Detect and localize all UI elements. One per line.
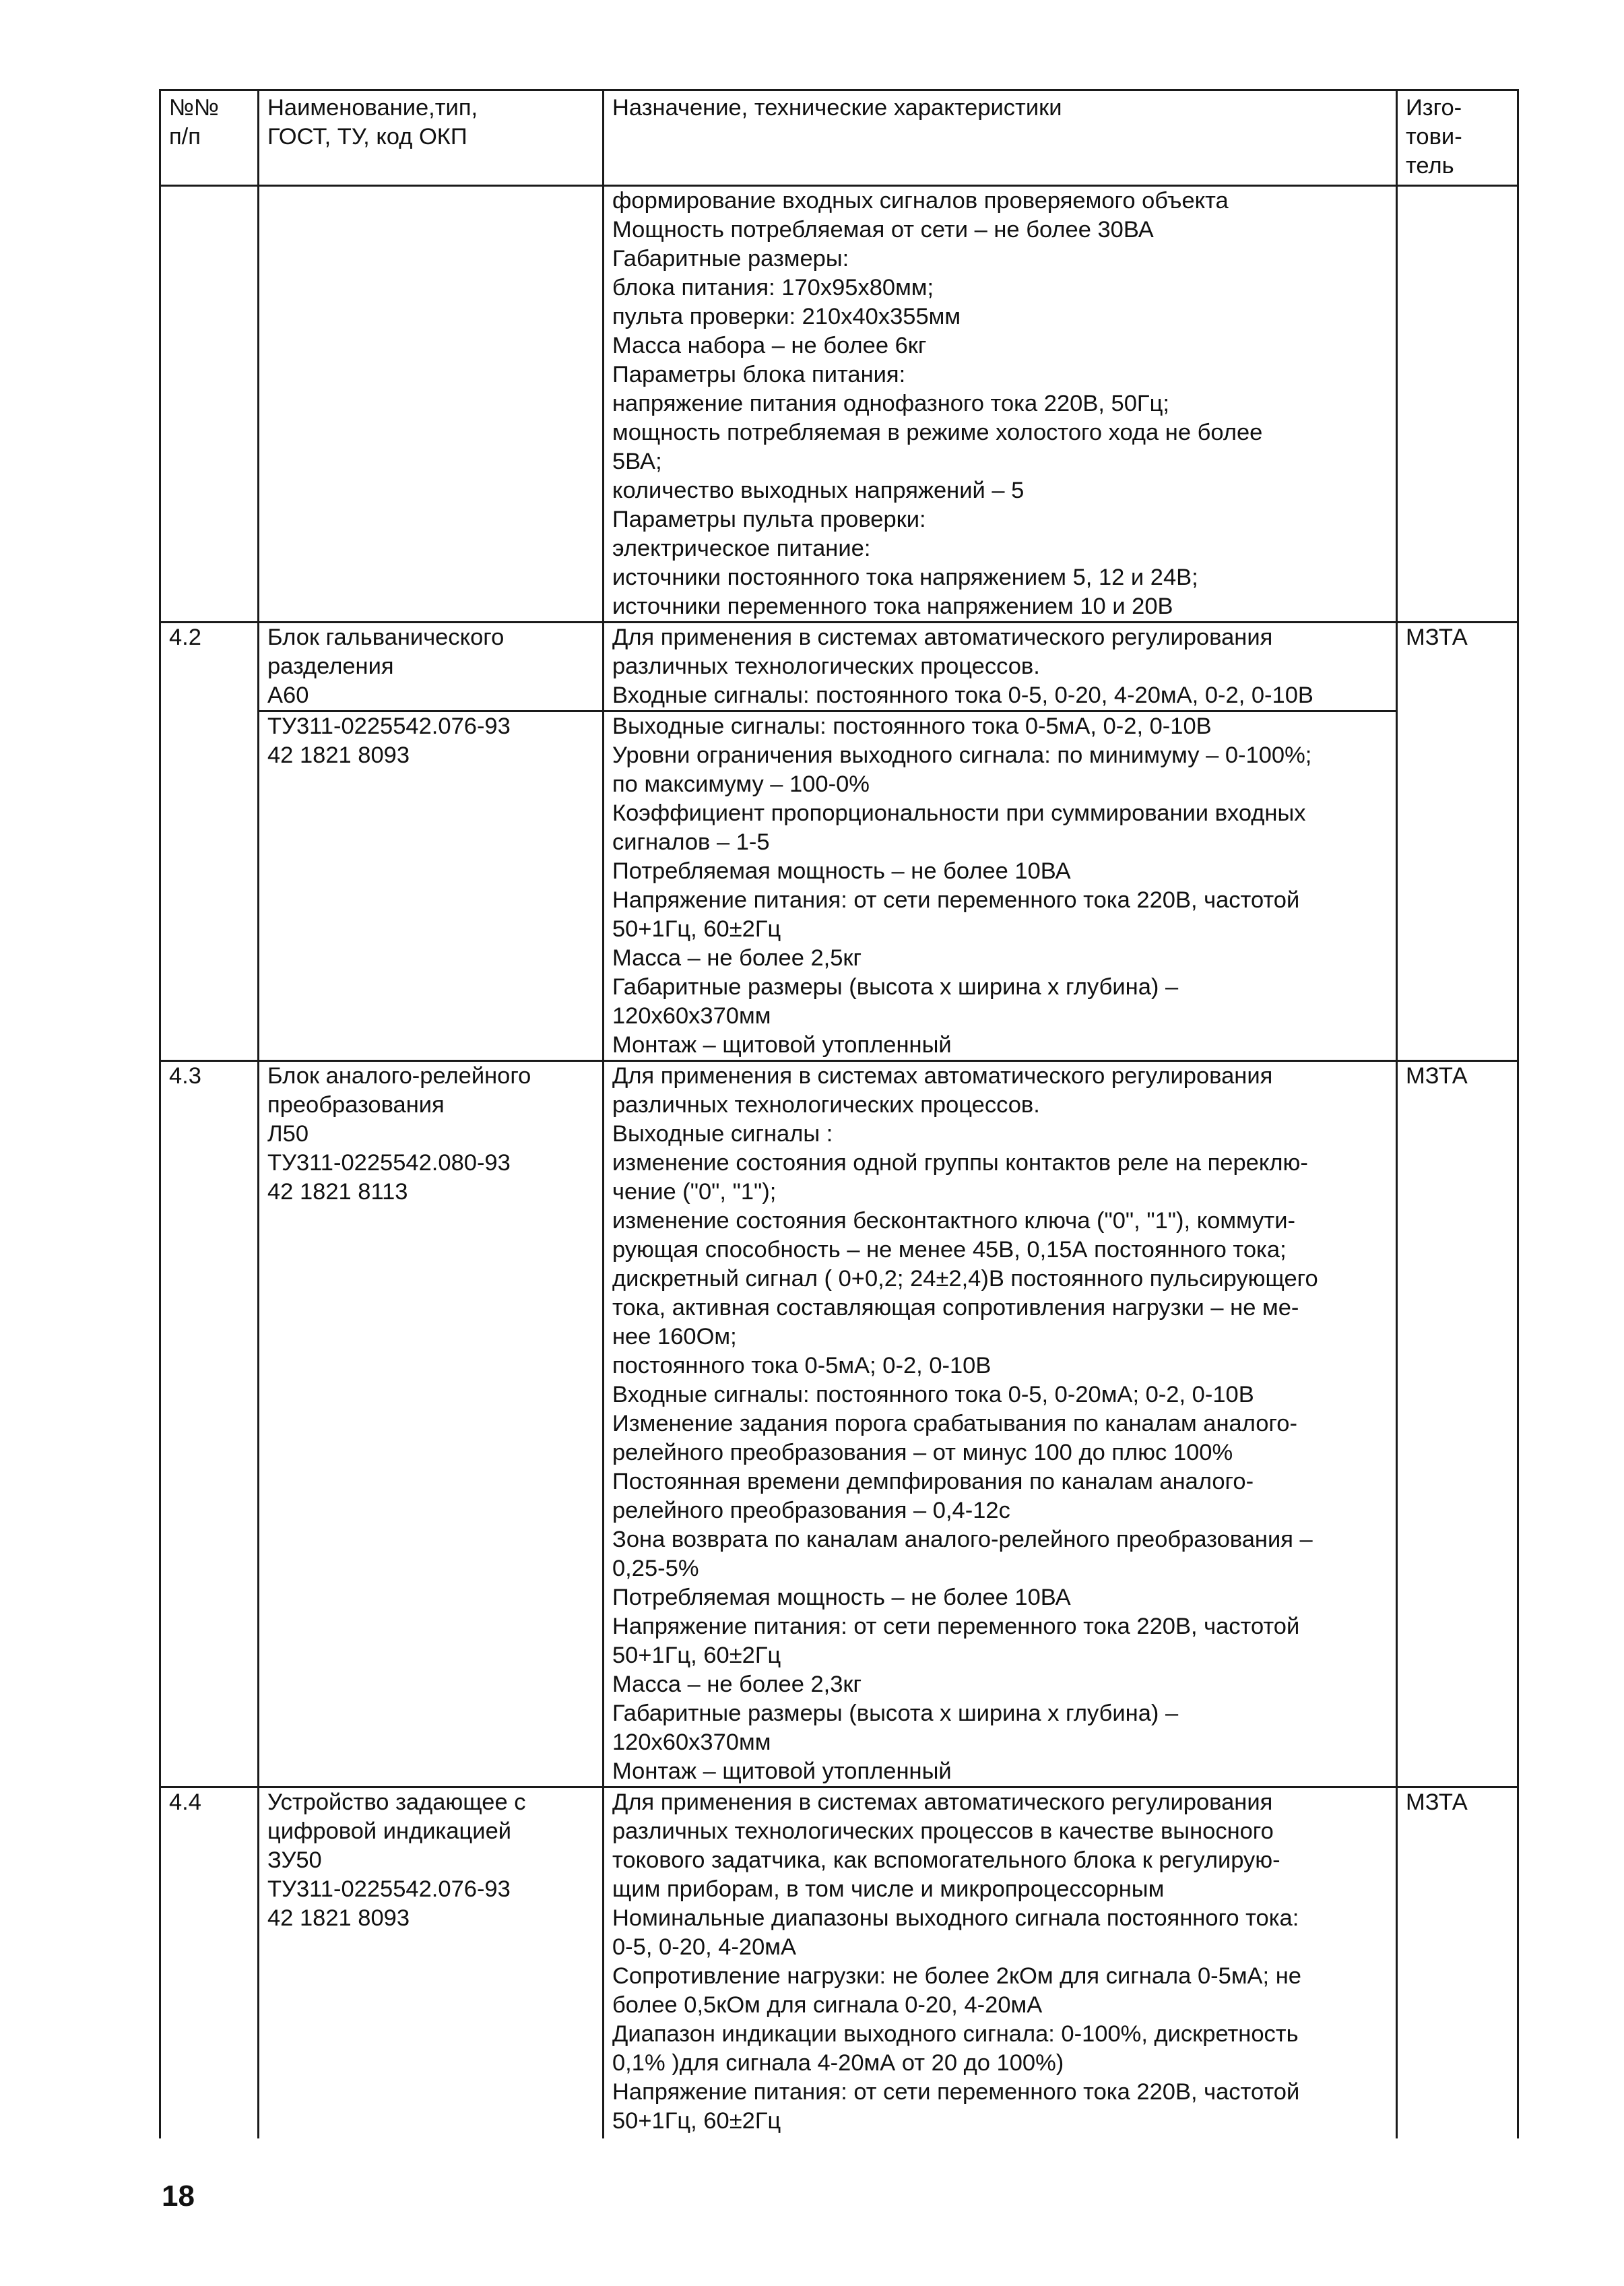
desc-line: различных технологических процессов в качестве выносного bbox=[612, 1818, 1274, 1844]
row-manufacturer bbox=[1397, 186, 1518, 623]
desc-line: Выходные сигналы : bbox=[612, 1121, 833, 1147]
desc-line: Номинальные диапазоны выходного сигнала постоянного тока: bbox=[612, 1905, 1299, 1931]
desc-line: Для применения в системах автоматического регулирования bbox=[612, 625, 1273, 650]
desc-line: Входные сигналы: постоянного тока 0-5, 0-20мА; 0-2, 0-10В bbox=[612, 1382, 1254, 1407]
desc-line: тока, активная составляющая сопротивления нагрузки – не ме- bbox=[612, 1295, 1299, 1321]
row-number bbox=[160, 186, 259, 623]
desc-line: Габаритные размеры: bbox=[612, 246, 849, 272]
name-line: ЗУ50 bbox=[267, 1847, 322, 1873]
row-number: 4.3 bbox=[160, 1061, 259, 1787]
row-number: 4.4 bbox=[160, 1787, 259, 2139]
desc-line: нее 160Ом; bbox=[612, 1324, 737, 1350]
header-line: Наименование,тип, bbox=[267, 95, 478, 121]
header-line: Изго- bbox=[1406, 95, 1462, 121]
row-description bbox=[604, 1061, 1397, 1787]
desc-line: формирование входных сигналов проверяемого объекта bbox=[612, 188, 1229, 214]
table-row bbox=[160, 711, 1518, 1061]
desc-line: 5ВА; bbox=[612, 449, 662, 474]
desc-line: напряжение питания однофазного тока 220В, 50Гц; bbox=[612, 391, 1169, 416]
row-name bbox=[259, 623, 604, 711]
desc-line: сигналов – 1-5 bbox=[612, 829, 770, 855]
desc-line: 50+1Гц, 60±2Гц bbox=[612, 2108, 781, 2134]
row-number bbox=[160, 711, 259, 1061]
header-line: п/п bbox=[169, 124, 201, 150]
desc-line: блока питания: 170х95х80мм; bbox=[612, 275, 934, 300]
desc-line: Монтаж – щитовой утопленный bbox=[612, 1758, 952, 1784]
header-line: ГОСТ, ТУ, код ОКП bbox=[267, 124, 467, 150]
row-description bbox=[604, 186, 1397, 623]
desc-line: Напряжение питания: от сети переменного тока 220В, частотой bbox=[612, 1614, 1300, 1639]
desc-line: 50+1Гц, 60±2Гц bbox=[612, 916, 781, 942]
desc-line: мощность потребляемая в режиме холостого хода не более bbox=[612, 420, 1263, 445]
desc-line: 0-5, 0-20, 4-20мА bbox=[612, 1934, 797, 1960]
desc-line: Напряжение питания: от сети переменного тока 220В, частотой bbox=[612, 2079, 1300, 2105]
desc-line: Масса – не более 2,3кг bbox=[612, 1672, 862, 1697]
header-no bbox=[160, 90, 259, 186]
name-line: Блок аналого-релейного bbox=[267, 1063, 531, 1089]
desc-line: 0,25-5% bbox=[612, 1556, 699, 1581]
desc-line: Напряжение питания: от сети переменного тока 220В, частотой bbox=[612, 887, 1300, 913]
desc-line: 120х60х370мм bbox=[612, 1003, 771, 1029]
desc-line: более 0,5кОм для сигнала 0-20, 4-20мА bbox=[612, 1992, 1043, 2018]
table-row bbox=[160, 623, 1518, 711]
desc-line: Изменение задания порога срабатывания по каналам аналого- bbox=[612, 1411, 1297, 1436]
desc-line: Потребляемая мощность – не более 10ВА bbox=[612, 858, 1071, 884]
name-line: ТУ311-0225542.076-93 bbox=[267, 1876, 511, 1902]
desc-line: Габаритные размеры (высота х ширина х глубина) – bbox=[612, 974, 1179, 1000]
desc-line: источники переменного тока напряжением 10 и 20В bbox=[612, 594, 1173, 619]
desc-line: Параметры блока питания: bbox=[612, 362, 906, 387]
header-line: тель bbox=[1406, 153, 1454, 179]
desc-line: рующая способность – не менее 45В, 0,15А постоянного тока; bbox=[612, 1237, 1287, 1263]
desc-line: электрическое питание: bbox=[612, 536, 871, 561]
header-line: №№ bbox=[169, 95, 220, 121]
desc-line: постоянного тока 0-5мА; 0-2, 0-10В bbox=[612, 1353, 992, 1378]
desc-line: источники постоянного тока напряжением 5, 12 и 24В; bbox=[612, 565, 1198, 590]
header-maker bbox=[1397, 90, 1518, 186]
desc-line: изменение состояния бесконтактного ключа ("0", "1"), коммути- bbox=[612, 1208, 1295, 1234]
header-name bbox=[259, 90, 604, 186]
desc-line: Сопротивление нагрузки: не более 2кОм для сигнала 0-5мА; не bbox=[612, 1963, 1301, 1989]
desc-line: 0,1% )для сигнала 4-20мА от 20 до 100%) bbox=[612, 2050, 1064, 2076]
header-line: тови- bbox=[1406, 124, 1462, 150]
desc-line: Параметры пульта проверки: bbox=[612, 507, 926, 532]
table-row bbox=[160, 1787, 1518, 2139]
row-number: 4.2 bbox=[160, 623, 259, 711]
name-line: Устройство задающее с bbox=[267, 1789, 526, 1815]
header-desc bbox=[604, 90, 1397, 186]
desc-line: 120х60х370мм bbox=[612, 1729, 771, 1755]
desc-line: щим приборам, в том числе и микропроцессорным bbox=[612, 1876, 1165, 1902]
header-row bbox=[160, 90, 1518, 186]
desc-line: Для применения в системах автоматического регулирования bbox=[612, 1063, 1273, 1089]
desc-line: пульта проверки: 210х40х355мм bbox=[612, 304, 961, 329]
name-line: А60 bbox=[267, 682, 309, 708]
spec-table bbox=[159, 89, 1519, 2138]
desc-line: Входные сигналы: постоянного тока 0-5, 0-20, 4-20мА, 0-2, 0-10В bbox=[612, 682, 1313, 708]
desc-line: различных технологических процессов. bbox=[612, 1092, 1040, 1118]
desc-line: Диапазон индикации выходного сигнала: 0-100%, дискретность bbox=[612, 2021, 1299, 2047]
name-line: цифровой индикацией bbox=[267, 1818, 512, 1844]
desc-line: Зона возврата по каналам аналого-релейного преобразования – bbox=[612, 1527, 1313, 1552]
name-line: Блок гальванического bbox=[267, 625, 505, 650]
name-line: 42 1821 8093 bbox=[267, 742, 410, 768]
header-line: Назначение, технические характеристики bbox=[612, 95, 1062, 121]
name-line: 42 1821 8113 bbox=[267, 1179, 408, 1205]
desc-line: изменение состояния одной группы контактов реле на переклю- bbox=[612, 1150, 1308, 1176]
table-row bbox=[160, 1061, 1518, 1787]
desc-line: по максимуму – 100-0% bbox=[612, 771, 870, 797]
desc-line: дискретный сигнал ( 0+0,2; 24±2,4)В постоянного пульсирующего bbox=[612, 1266, 1318, 1292]
page-number: 18 bbox=[162, 2180, 195, 2213]
desc-line: различных технологических процессов. bbox=[612, 654, 1040, 679]
desc-line: Масса набора – не более 6кг bbox=[612, 333, 927, 358]
desc-line: 50+1Гц, 60±2Гц bbox=[612, 1643, 781, 1668]
desc-line: Выходные сигналы: постоянного тока 0-5мА, 0-2, 0-10В bbox=[612, 713, 1212, 739]
desc-line: Для применения в системах автоматического регулирования bbox=[612, 1789, 1273, 1815]
row-name bbox=[259, 711, 604, 1061]
name-line: ТУ311-0225542.076-93 bbox=[267, 713, 511, 739]
desc-line: чение ("0", "1"); bbox=[612, 1179, 777, 1205]
desc-line: Габаритные размеры (высота х ширина х глубина) – bbox=[612, 1701, 1179, 1726]
desc-line: релейного преобразования – 0,4-12с bbox=[612, 1498, 1010, 1523]
row-manufacturer: МЗТА bbox=[1397, 1061, 1518, 1787]
name-line: ТУ311-0225542.080-93 bbox=[267, 1150, 511, 1176]
row-name bbox=[259, 1061, 604, 1787]
desc-line: токового задатчика, как вспомогательного блока к регулирую- bbox=[612, 1847, 1280, 1873]
row-description bbox=[604, 1787, 1397, 2139]
row-manufacturer: МЗТА bbox=[1397, 1787, 1518, 2139]
name-line: разделения bbox=[267, 654, 394, 679]
desc-line: Монтаж – щитовой утопленный bbox=[612, 1032, 952, 1058]
desc-line: Масса – не более 2,5кг bbox=[612, 945, 862, 971]
desc-line: Уровни ограничения выходного сигнала: по минимуму – 0-100%; bbox=[612, 742, 1312, 768]
name-line: преобразования bbox=[267, 1092, 445, 1118]
row-name bbox=[259, 1787, 604, 2139]
desc-line: релейного преобразования – от минус 100 до плюс 100% bbox=[612, 1440, 1233, 1465]
row-name bbox=[259, 186, 604, 623]
desc-line: Мощность потребляемая от сети – не более 30ВА bbox=[612, 217, 1154, 243]
desc-line: Коэффициент пропорциональности при суммировании входных bbox=[612, 800, 1306, 826]
table-row bbox=[160, 186, 1518, 623]
desc-line: количество выходных напряжений – 5 bbox=[612, 478, 1025, 503]
name-line: 42 1821 8093 bbox=[267, 1905, 410, 1931]
name-line: Л50 bbox=[267, 1121, 309, 1147]
desc-line: Постоянная времени демпфирования по каналам аналого- bbox=[612, 1469, 1254, 1494]
row-manufacturer bbox=[1397, 711, 1518, 1061]
row-description bbox=[604, 711, 1397, 1061]
desc-line: Потребляемая мощность – не более 10ВА bbox=[612, 1585, 1071, 1610]
row-manufacturer: МЗТА bbox=[1397, 623, 1518, 711]
row-description bbox=[604, 623, 1397, 711]
